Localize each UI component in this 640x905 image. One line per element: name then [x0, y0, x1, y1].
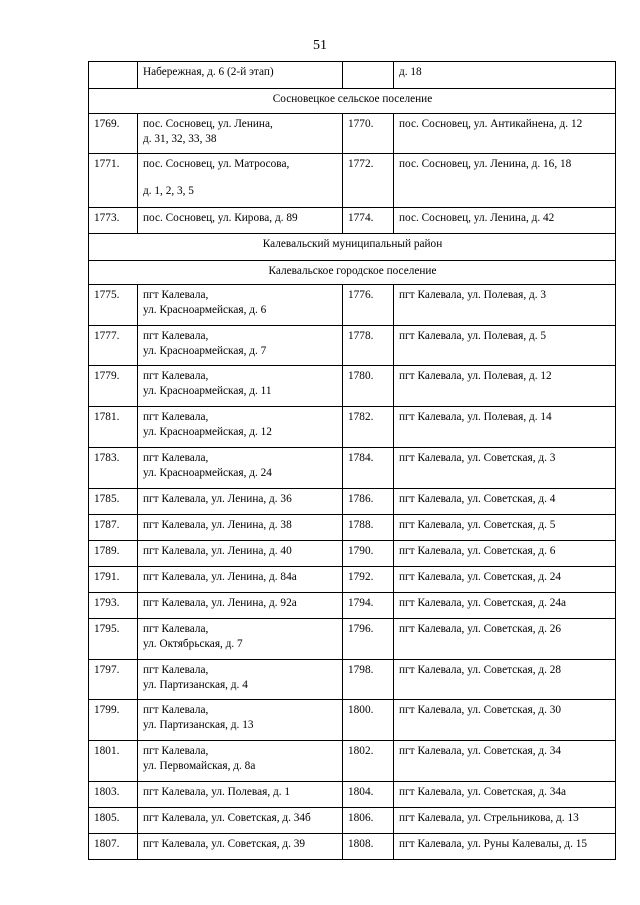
entry-number: 1780. — [343, 366, 394, 407]
address-line: ул. Партизанская, д. 4 — [143, 679, 248, 691]
address-line: пос. Сосновец, ул. Матросова, — [143, 158, 290, 170]
table-row — [89, 700, 616, 741]
table-row — [89, 114, 616, 154]
address-line: пос. Сосновец, ул. Ленина, — [143, 118, 273, 130]
entry-number: 1802. — [343, 741, 394, 782]
entry-number: 1807. — [89, 834, 138, 860]
entry-number: 1785. — [89, 489, 138, 515]
address-line: пгт Калевала, ул. Полевая, д. 1 — [143, 786, 291, 798]
entry-number: 1775. — [89, 285, 138, 326]
address-line: пгт Калевала, ул. Ленина, д. 40 — [143, 545, 292, 557]
entry-number: 1796. — [343, 619, 394, 660]
address-line: пгт Калевала, ул. Советская, д. 3 — [399, 452, 556, 464]
section-title: Калевальский муниципальный район — [89, 234, 616, 261]
address-line: пгт Калевала, ул. Советская, д. 34 — [399, 745, 562, 757]
entry-address — [138, 782, 343, 808]
address-line: пгт Калевала, ул. Советская, д. 4 — [399, 493, 556, 505]
entry-address — [138, 567, 343, 593]
entry-number: 1786. — [343, 489, 394, 515]
entry-address — [394, 782, 616, 808]
address-line: пгт Калевала, ул. Ленина, д. 36 — [143, 493, 292, 505]
table-row — [89, 541, 616, 567]
entry-number: 1794. — [343, 593, 394, 619]
table-row — [89, 285, 616, 326]
table-row — [89, 448, 616, 489]
table-row — [89, 515, 616, 541]
address-line: пос. Сосновец, ул. Ленина, д. 16, 18 — [399, 158, 572, 170]
address-table-body — [89, 62, 616, 860]
entry-number: 1799. — [89, 700, 138, 741]
entry-address — [138, 366, 343, 407]
address-line: пос. Сосновец, ул. Ленина, д. 42 — [399, 212, 555, 224]
address-line: пгт Калевала, — [143, 623, 209, 635]
address-line: Набережная, д. 6 (2-й этап) — [143, 66, 274, 78]
address-line: пгт Калевала, ул. Советская, д. 24 — [399, 571, 562, 583]
entry-address — [394, 448, 616, 489]
address-line: пгт Калевала, ул. Ленина, д. 92а — [143, 597, 297, 609]
address-line: пгт Калевала, ул. Полевая, д. 12 — [399, 370, 552, 382]
entry-number: 1783. — [89, 448, 138, 489]
address-line: д. 1, 2, 3, 5 — [143, 185, 194, 197]
entry-number: 1805. — [89, 808, 138, 834]
entry-address — [394, 208, 616, 234]
address-line: ул. Красноармейская, д. 6 — [143, 304, 267, 316]
address-line: пгт Калевала, ул. Полевая, д. 14 — [399, 411, 552, 423]
entry-number: 1776. — [343, 285, 394, 326]
address-line: пгт Калевала, — [143, 411, 209, 423]
address-line: пгт Калевала, ул. Советская, д. 6 — [399, 545, 556, 557]
entry-number: 1797. — [89, 660, 138, 700]
entry-number: 1789. — [89, 541, 138, 567]
address-line: пгт Калевала, ул. Советская, д. 30 — [399, 704, 562, 716]
table-row — [89, 407, 616, 448]
entry-address — [138, 515, 343, 541]
entry-address — [394, 154, 616, 208]
entry-number: 1803. — [89, 782, 138, 808]
entry-number: 1790. — [343, 541, 394, 567]
address-line: пос. Сосновец, ул. Антикайнена, д. 12 — [399, 118, 583, 130]
address-line: пгт Калевала, — [143, 745, 209, 757]
address-line: пгт Калевала, ул. Советская, д. 34а — [399, 786, 567, 798]
entry-number: 1800. — [343, 700, 394, 741]
table-row — [89, 741, 616, 782]
section-header-row — [89, 261, 616, 285]
entry-number: 1788. — [343, 515, 394, 541]
address-line: ул. Красноармейская, д. 24 — [143, 467, 272, 479]
address-line: ул. Партизанская, д. 13 — [143, 719, 254, 731]
entry-number: 1784. — [343, 448, 394, 489]
entry-number: 1769. — [89, 114, 138, 154]
address-line: пгт Калевала, ул. Советская, д. 39 — [143, 838, 306, 850]
address-line: д. 18 — [399, 66, 422, 78]
address-table — [88, 61, 616, 860]
entry-address — [394, 114, 616, 154]
table-row — [89, 834, 616, 860]
section-title: Калевальское городское поселение — [89, 261, 616, 285]
entry-address — [138, 326, 343, 366]
entry-address — [394, 366, 616, 407]
entry-number: 1791. — [89, 567, 138, 593]
entry-address — [138, 285, 343, 326]
address-line: пгт Калевала, ул. Полевая, д. 3 — [399, 289, 547, 301]
entry-number: 1778. — [343, 326, 394, 366]
address-line: пгт Калевала, — [143, 664, 209, 676]
table-row — [89, 782, 616, 808]
table-row — [89, 619, 616, 660]
address-line: пгт Калевала, ул. Ленина, д. 38 — [143, 519, 292, 531]
section-title: Сосновецкое сельское поселение — [89, 89, 616, 114]
table-row — [89, 366, 616, 407]
entry-number: 1774. — [343, 208, 394, 234]
entry-address — [138, 208, 343, 234]
address-line: пгт Калевала, — [143, 289, 209, 301]
entry-address — [138, 407, 343, 448]
entry-address — [394, 515, 616, 541]
entry-address — [394, 489, 616, 515]
entry-address — [394, 285, 616, 326]
entry-address — [394, 62, 616, 89]
section-header-row — [89, 89, 616, 114]
address-line: пгт Калевала, ул. Стрельникова, д. 13 — [399, 812, 579, 824]
entry-address — [394, 567, 616, 593]
table-row — [89, 489, 616, 515]
address-line: ул. Красноармейская, д. 7 — [143, 345, 267, 357]
table-row — [89, 208, 616, 234]
entry-number: 1798. — [343, 660, 394, 700]
entry-address — [138, 741, 343, 782]
address-line: ул. Первомайская, д. 8а — [143, 760, 256, 772]
address-line: пгт Калевала, — [143, 370, 209, 382]
entry-address — [394, 660, 616, 700]
entry-number: 1777. — [89, 326, 138, 366]
entry-address — [138, 62, 343, 89]
table-row — [89, 567, 616, 593]
entry-number: 1795. — [89, 619, 138, 660]
entry-address — [394, 326, 616, 366]
entry-number: 1771. — [89, 154, 138, 208]
table-row — [89, 154, 616, 208]
entry-number: 1808. — [343, 834, 394, 860]
address-line: пос. Сосновец, ул. Кирова, д. 89 — [143, 212, 298, 224]
table-row — [89, 593, 616, 619]
entry-number — [343, 62, 394, 89]
entry-number: 1806. — [343, 808, 394, 834]
entry-number: 1804. — [343, 782, 394, 808]
entry-number: 1781. — [89, 407, 138, 448]
entry-address — [138, 700, 343, 741]
entry-address — [394, 808, 616, 834]
entry-address — [138, 489, 343, 515]
entry-address — [138, 154, 343, 208]
entry-number: 1801. — [89, 741, 138, 782]
address-line: пгт Калевала, ул. Советская, д. 34б — [143, 812, 311, 824]
address-line: д. 31, 32, 33, 38 — [143, 133, 217, 145]
entry-number: 1793. — [89, 593, 138, 619]
entry-address — [394, 700, 616, 741]
address-line: пгт Калевала, ул. Советская, д. 24а — [399, 597, 567, 609]
entry-number: 1792. — [343, 567, 394, 593]
address-line: пгт Калевала, ул. Советская, д. 28 — [399, 664, 562, 676]
entry-number — [89, 62, 138, 89]
entry-address — [138, 448, 343, 489]
entry-number: 1779. — [89, 366, 138, 407]
entry-address — [138, 114, 343, 154]
table-row — [89, 660, 616, 700]
entry-number: 1787. — [89, 515, 138, 541]
entry-address — [138, 541, 343, 567]
address-line: пгт Калевала, — [143, 704, 209, 716]
address-line: пгт Калевала, ул. Советская, д. 26 — [399, 623, 562, 635]
entry-address — [394, 593, 616, 619]
address-line: ул. Красноармейская, д. 11 — [143, 385, 272, 397]
section-header-row — [89, 234, 616, 261]
entry-address — [138, 808, 343, 834]
entry-address — [394, 741, 616, 782]
entry-address — [138, 619, 343, 660]
address-line: пгт Калевала, ул. Советская, д. 5 — [399, 519, 556, 531]
address-line: пгт Калевала, — [143, 452, 209, 464]
address-line: ул. Октябрьская, д. 7 — [143, 638, 243, 650]
entry-number: 1782. — [343, 407, 394, 448]
entry-address — [138, 660, 343, 700]
entry-address — [138, 593, 343, 619]
table-row — [89, 326, 616, 366]
address-line: пгт Калевала, ул. Ленина, д. 84а — [143, 571, 297, 583]
page-number: 51 — [313, 38, 327, 53]
entry-address — [394, 541, 616, 567]
address-line: ул. Красноармейская, д. 12 — [143, 426, 272, 438]
table-row — [89, 62, 616, 89]
entry-address — [138, 834, 343, 860]
entry-number: 1770. — [343, 114, 394, 154]
address-line: пгт Калевала, ул. Руны Калевалы, д. 15 — [399, 838, 588, 850]
table-row — [89, 808, 616, 834]
entry-address — [394, 834, 616, 860]
entry-address — [394, 407, 616, 448]
entry-number: 1773. — [89, 208, 138, 234]
address-line: пгт Калевала, — [143, 330, 209, 342]
address-line: пгт Калевала, ул. Полевая, д. 5 — [399, 330, 547, 342]
entry-address — [394, 619, 616, 660]
entry-number: 1772. — [343, 154, 394, 208]
